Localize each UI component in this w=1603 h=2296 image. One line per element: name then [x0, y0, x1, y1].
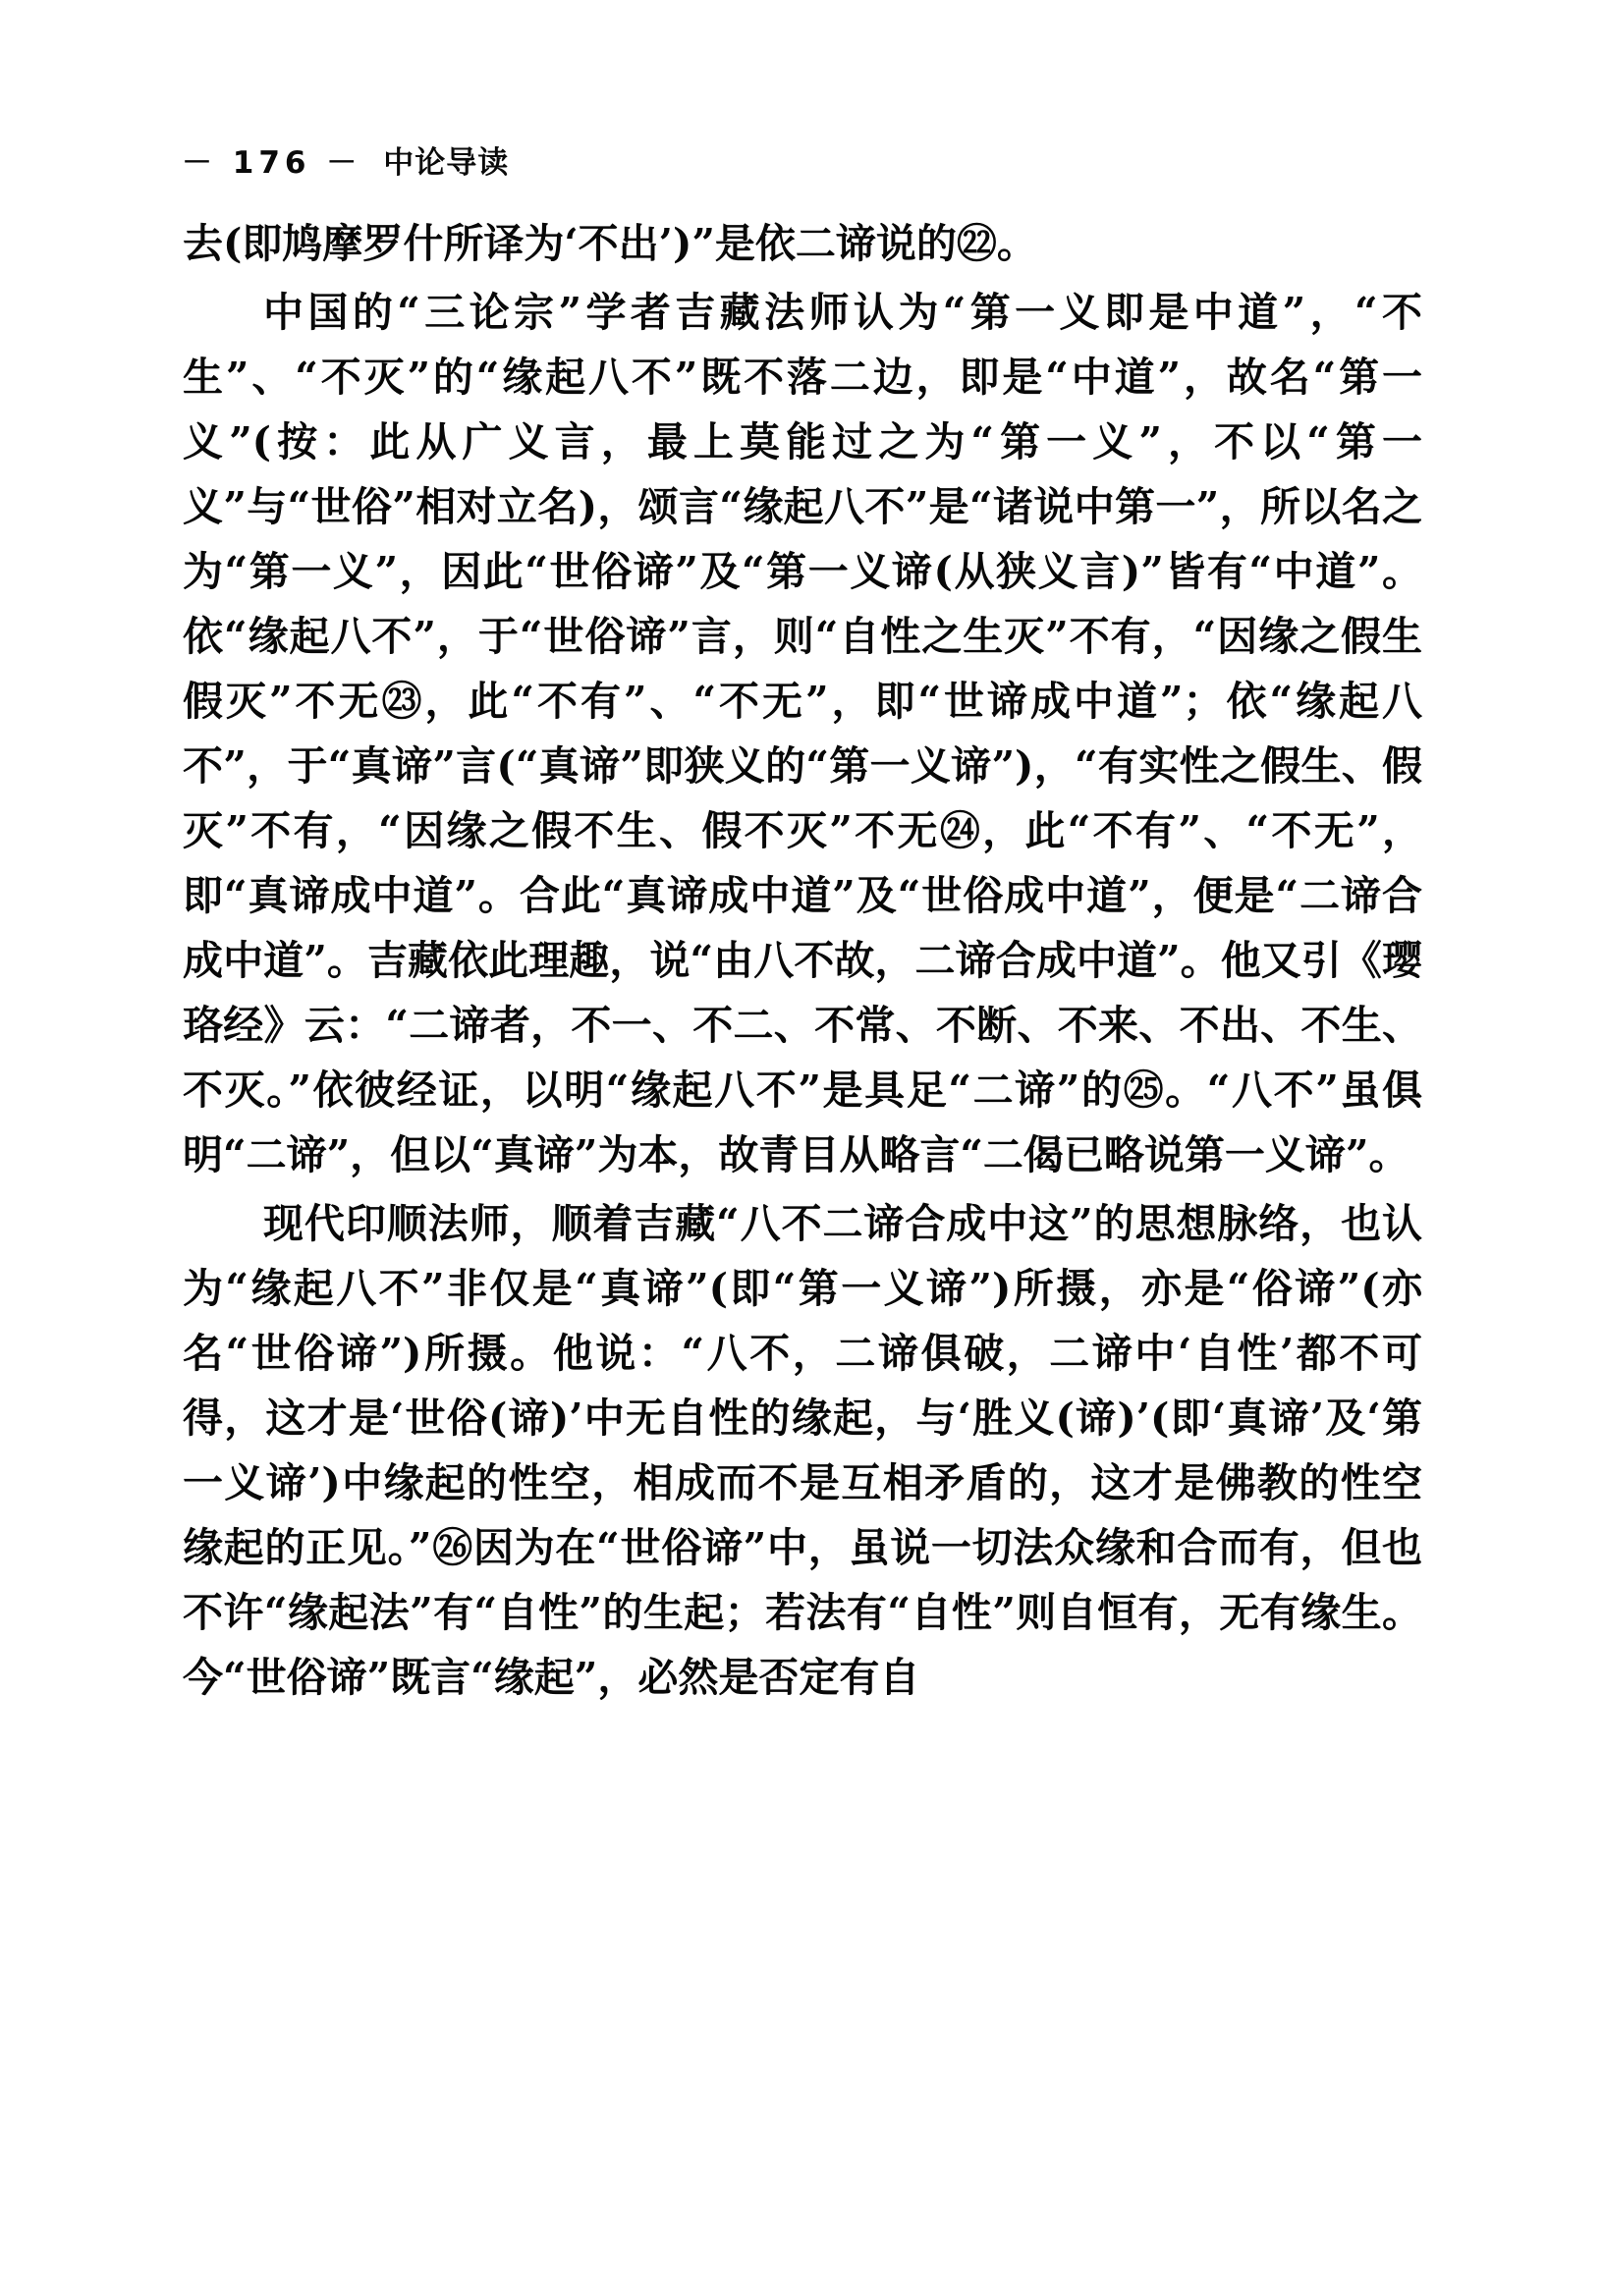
paragraph-3: 现代印顺法师，顺着吉藏“八不二谛合成中这”的思想脉络，也认为“缘起八不”非仅是“真谛”(即“第一义谛”)所摄，亦是“俗谛”(亦名“世俗谛”)所摄。他说：“八不，二谛俱破，二谛中‘自性’都不可得，这才是‘世俗(谛)’中无自性的缘起，与‘胜义(谛)’(即‘真谛’及‘第一义谛’)中缘起的性空，相成而不是互相矛盾的，这才是佛教的性空缘起的正见。”㉖因为在“世俗谛”中，虽说一切法众缘和合而有，但也不许“缘起法”有“自性”的生起；若法有“自性”则自恒有，无有缘生。今“世俗谛”既言“缘起”，必然是否定有自 — [183, 1200, 1422, 1701]
page-number: － 176 － — [182, 145, 362, 181]
page-body — [183, 211, 1422, 1714]
paragraph-2: 中国的“三论宗”学者吉藏法师认为“第一义即是中道”，“不生”、“不灭”的“缘起八不”既不落二边，即是“中道”，故名“第一义”(按：此从广义言，最上莫能过之为“第一义”，不以“第一义”与“世俗”相对立名)，颂言“缘起八不”是“诸说中第一”，所以名之为“第一义”，因此“世俗谛”及“第一义谛(从狭义言)”皆有“中道”。依“缘起八不”，于“世俗谛”言，则“自性之生灭”不有，“因缘之假生假灭”不无㉓，此“不有”、“不无”，即“世谛成中道”；依“缘起八不”，于“真谛”言(“真谛”即狭义的“第一义谛”)，“有实性之假生、假灭”不有，“因缘之假不生、假不灭”不无㉔，此“不有”、“不无”，即“真谛成中道”。合此“真谛成中道”及“世俗成中道”，便是“二谛合成中道”。吉藏依此理趣，说“由八不故，二谛合成中道”。他又引《璎珞经》云：“二谛者，不一、不二、不常、不断、不来、不出、不生、不灭。”依彼经证，以明“缘起八不”是具足“二谛”的㉕。“八不”虽俱明“二谛”，但以“真谛”为本，故青目从略言“二偈已略说第一义谛”。 — [183, 289, 1422, 1178]
book-title: 中论导读 — [383, 145, 510, 181]
page-header — [182, 137, 1429, 182]
paragraph-1: 去(即鸠摩罗什所译为‘不出’)”是依二谛说的㉒。 — [183, 220, 1037, 267]
